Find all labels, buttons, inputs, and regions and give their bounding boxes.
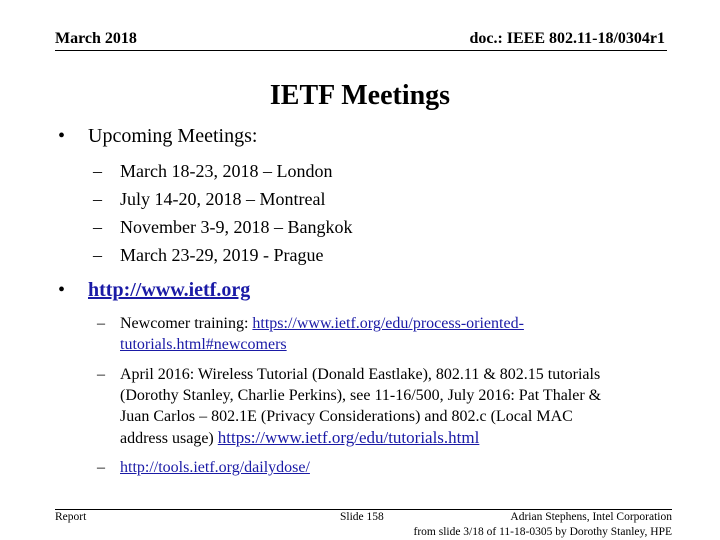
meeting-item: July 14-20, 2018 – Montreal	[120, 189, 326, 209]
tutorial-line-1: April 2016: Wireless Tutorial (Donald Eastlake), 802.11 & 802.15 tutorials	[120, 366, 601, 383]
bullet-upcoming-label: Upcoming Meetings:	[88, 125, 258, 147]
footer-slide-number: Slide 158	[340, 511, 384, 523]
dash-icon: –	[97, 459, 105, 476]
tutorial-line-4-prefix: address usage)	[120, 430, 218, 447]
header-rule	[55, 50, 667, 51]
tutorials-link[interactable]: https://www.ietf.org/edu/tutorials.html	[217, 428, 480, 447]
dash-icon: –	[93, 217, 102, 237]
newcomer-prefix: Newcomer training:	[120, 315, 253, 332]
newcomer-link[interactable]: https://www.ietf.org/edu/process-oriented-	[252, 315, 524, 332]
tutorial-line-4	[120, 427, 479, 449]
meeting-item: November 3-9, 2018 – Bangkok	[120, 217, 353, 237]
footer-rule	[55, 509, 672, 510]
bullet-icon: •	[58, 125, 66, 147]
header-date: March 2018	[55, 30, 137, 47]
dailydose-link[interactable]: http://tools.ietf.org/dailydose/	[120, 459, 310, 476]
newcomer-training	[120, 313, 524, 334]
footer-left: Report	[55, 511, 87, 523]
dash-icon: –	[93, 245, 102, 265]
newcomer-link-cont[interactable]: tutorials.html#newcomers	[120, 336, 287, 353]
meeting-item: March 18-23, 2018 – London	[120, 161, 333, 181]
header-doc-id: doc.: IEEE 802.11-18/0304r1	[469, 30, 665, 47]
dash-icon: –	[93, 189, 102, 209]
tutorial-line-2: (Dorothy Stanley, Charlie Perkins), see 11-16/500, July 2016: Pat Thaler &	[120, 387, 602, 404]
bullet-ietf	[58, 279, 65, 302]
footer-source: from slide 3/18 of 11-18-0305 by Dorothy Stanley, HPE	[413, 526, 672, 538]
bullet-icon: •	[58, 279, 66, 301]
footer-author: Adrian Stephens, Intel Corporation	[510, 511, 672, 523]
bullet-upcoming	[58, 125, 65, 148]
dash-icon: –	[97, 366, 105, 383]
dash-icon: –	[93, 161, 102, 181]
meeting-item: March 23-29, 2019 - Prague	[120, 245, 324, 265]
slide-title: IETF Meetings	[269, 80, 451, 111]
dash-icon: –	[97, 315, 105, 332]
ietf-link[interactable]: http://www.ietf.org	[88, 279, 251, 301]
tutorial-line-3: Juan Carlos – 802.1E (Privacy Considerations) and 802.c (Local MAC	[120, 408, 573, 425]
